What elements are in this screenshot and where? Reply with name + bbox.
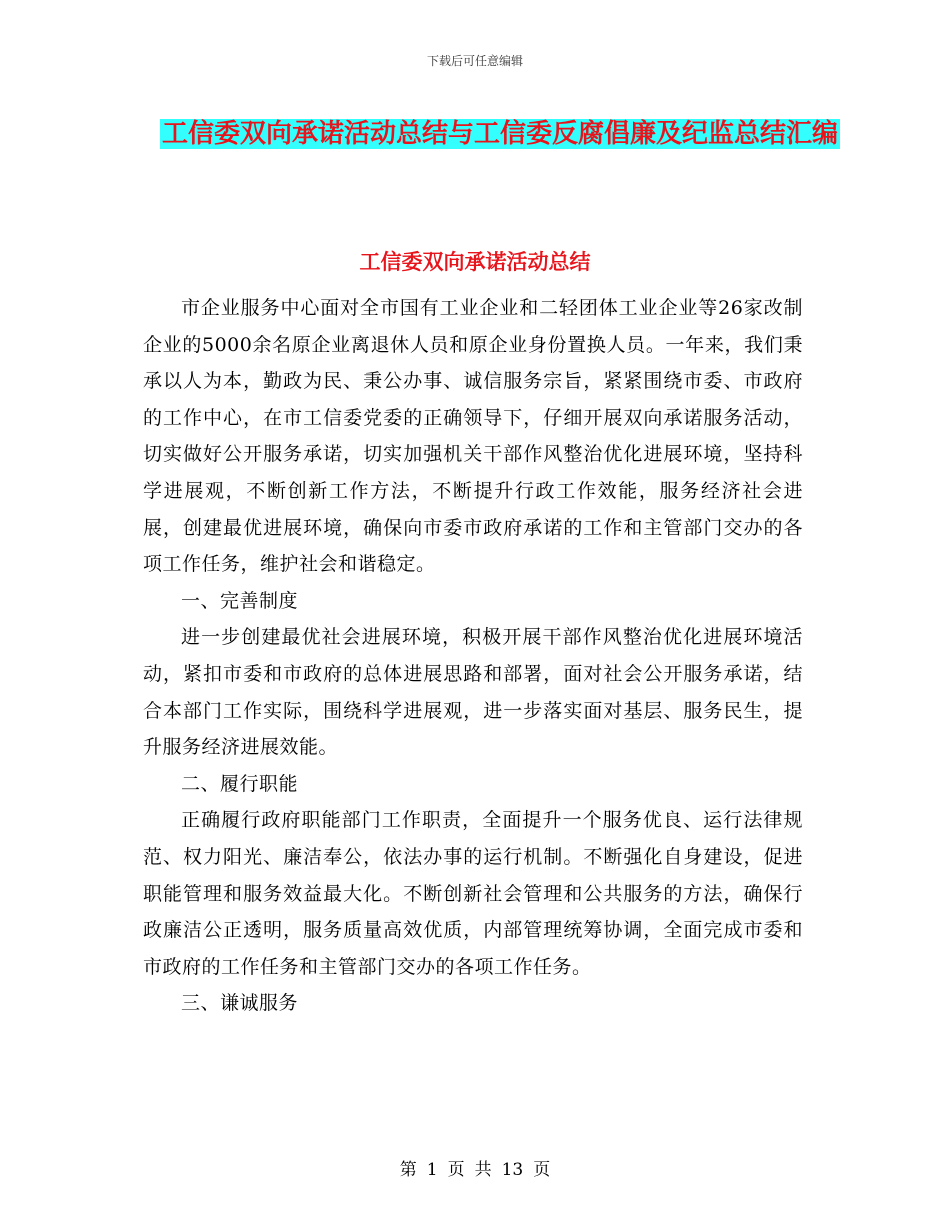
- footer-total-pages: 13: [501, 1160, 524, 1180]
- paragraph-improve-system: 进一步创建最优社会进展环境，积极开展干部作风整治优化进展环境活动，紧扣市委和市政府的总体进展思路和部署，面对社会公开服务承诺，结合本部门工作实际，围绕科学进展观，进一步落实面对基层、服务民生，提升服务经济进展效能。: [143, 626, 803, 759]
- footer-label-total: 共: [474, 1160, 492, 1180]
- document-title-text: 工信委双向承诺活动总结与工信委反腐倡廉及纪监总结汇编: [161, 119, 838, 149]
- document-title: [150, 108, 850, 160]
- paragraph-perform-duties: 正确履行政府职能部门工作职责，全面提升一个服务优良、运行法律规范、权力阳光、廉洁奉公，依法办事的运行机制。不断强化自身建设，促进职能管理和服务效益最大化。不断创新社会管理和公共服务的方法，确保行政廉洁公正透明，服务质量高效优质，内部管理统筹协调，全面完成市委和市政府的工作任务和主管部门交办的各项工作任务。: [143, 809, 803, 978]
- footer-label-unit2: 页: [533, 1160, 551, 1180]
- heading-perform-duties: 二、履行职能: [181, 772, 299, 795]
- heading-improve-system: 一、完善制度: [181, 589, 299, 612]
- document-body: [143, 290, 803, 1022]
- paragraph-intro: 市企业服务中心面对全市国有工业企业和二轻团体工业企业等26家改制企业的5000余名原企业离退休人员和原企业身份置换人员。一年来，我们秉承以人为本，勤政为民、秉公办事、诚信服务宗旨，紧紧围绕市委、市政府的工作中心，在市工信委党委的正确领导下，仔细开展双向承诺服务活动，切实做好公开服务承诺，切实加强机关干部作风整治优化进展环境，坚持科学进展观，不断创新工作方法，不断提升行政工作效能，服务经济社会进展，创建最优进展环境，确保向市委市政府承诺的工作和主管部门交办的各项工作任务，维护社会和谐稳定。: [143, 297, 803, 576]
- footer-page-number: 1: [426, 1160, 438, 1180]
- footer-label-unit: 页: [447, 1160, 465, 1180]
- section-title: 工信委双向承诺活动总结: [359, 250, 591, 274]
- page-number-footer: [0, 1155, 950, 1180]
- heading-sincere-service: 三、谦诚服务: [181, 992, 299, 1015]
- header-note: 下载后可任意编辑: [426, 54, 523, 68]
- footer-label-page: 第: [399, 1160, 417, 1180]
